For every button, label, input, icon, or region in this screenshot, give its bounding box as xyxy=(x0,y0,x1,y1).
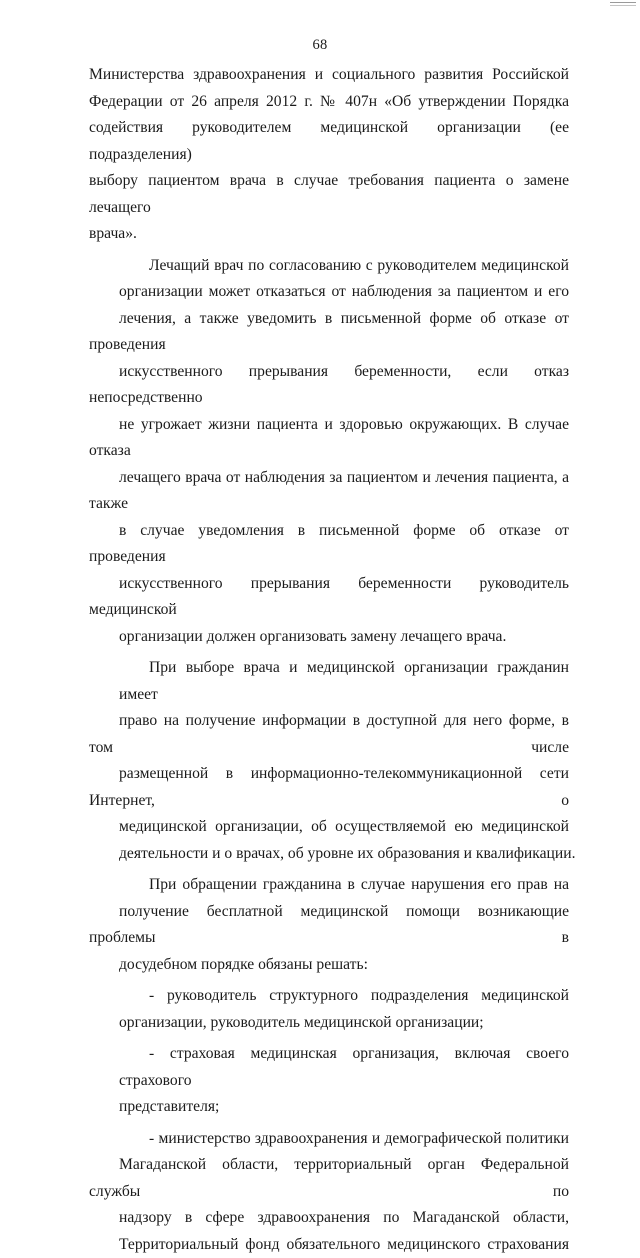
text-line: Магаданской области, территориальный орган Федеральной службы по xyxy=(89,1152,569,1205)
text-line: искусственного прерывания беременности, если отказ непосредственно xyxy=(89,359,569,412)
text-line: Лечащий врач по согласованию с руководителем медицинской xyxy=(89,253,569,280)
text-line: в случае уведомления в письменной форме об отказе от проведения xyxy=(89,518,569,571)
text-line: лечения, а также уведомить в письменной форме об отказе от проведения xyxy=(89,306,569,359)
text-line: досудебном порядке обязаны решать: xyxy=(89,952,569,979)
text-line: Министерства здравоохранения и социального развития Российской xyxy=(89,62,569,89)
text-line: выбору пациентом врача в случае требования пациента о замене лечащего xyxy=(89,168,569,221)
page-number: 68 xyxy=(0,37,640,54)
text-line: организации может отказаться от наблюдения за пациентом и его xyxy=(89,279,569,306)
text-line: врача». xyxy=(89,221,569,248)
text-line: содействия руководителем медицинской организации (ее подразделения) xyxy=(89,115,569,168)
text-line: - руководитель структурного подразделения медицинской xyxy=(89,983,569,1010)
text-line: медицинской организации, об осуществляемой ею медицинской xyxy=(89,814,569,841)
text-line: искусственного прерывания беременности руководитель медицинской xyxy=(89,571,569,624)
paragraph-4 xyxy=(89,872,569,978)
paragraph-3 xyxy=(89,655,569,867)
paragraph-2 xyxy=(89,253,569,651)
text-line: организации должен организовать замену лечащего врача. xyxy=(89,624,569,651)
text-line: лечащего врача от наблюдения за пациентом и лечения пациента, а также xyxy=(89,465,569,518)
text-line: не угрожает жизни пациента и здоровью окружающих. В случае отказа xyxy=(89,412,569,465)
scan-corner-mark xyxy=(610,2,636,6)
text-line: надзору в сфере здравоохранения по Магаданской области, xyxy=(89,1205,569,1232)
text-line: представителя; xyxy=(89,1094,569,1121)
text-line: размещенной в информационно-телекоммуникационной сети Интернет, о xyxy=(89,761,569,814)
text-line: При выборе врача и медицинской организации гражданин имеет xyxy=(89,655,569,708)
text-line: организации, руководитель медицинской организации; xyxy=(89,1010,569,1037)
list-item-1 xyxy=(89,983,569,1036)
text-line: Территориальный фонд обязательного медицинского страхования xyxy=(89,1232,569,1258)
text-line: - страховая медицинская организация, включая своего страхового xyxy=(89,1041,569,1094)
text-line: Федерации от 26 апреля 2012 г. № 407н «Об утверждении Порядка xyxy=(89,89,569,116)
list-item-2 xyxy=(89,1041,569,1121)
paragraph-1 xyxy=(89,62,569,248)
text-line: право на получение информации в доступной для него форме, в том числе xyxy=(89,708,569,761)
text-line: получение бесплатной медицинской помощи возникающие проблемы в xyxy=(89,899,569,952)
text-line: - министерство здравоохранения и демографической политики xyxy=(89,1126,569,1153)
text-line: деятельности и о врачах, об уровне их образования и квалификации. xyxy=(89,841,569,868)
list-item-3 xyxy=(89,1126,569,1258)
text-line: При обращении гражданина в случае нарушения его прав на xyxy=(89,872,569,899)
document-body xyxy=(89,62,569,1258)
